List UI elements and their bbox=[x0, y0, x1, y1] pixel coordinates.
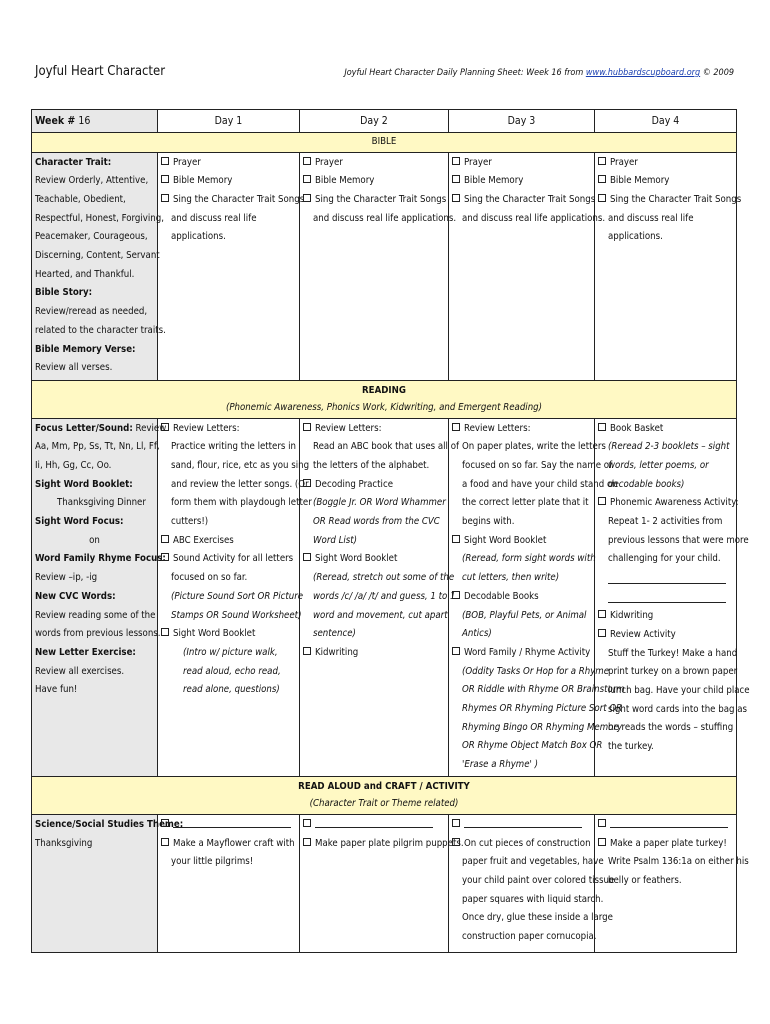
item-label: On cut pieces of construction bbox=[464, 837, 591, 849]
item-detail: read alone, questions) bbox=[183, 684, 280, 696]
checklist-item[interactable] bbox=[452, 191, 596, 210]
item-label: Sight Word Booklet bbox=[173, 628, 256, 640]
item-label: Sight Word Booklet bbox=[315, 553, 398, 565]
checkbox-icon[interactable] bbox=[598, 629, 606, 637]
checkbox-icon[interactable] bbox=[452, 819, 460, 827]
exercise-line: Have fun! bbox=[35, 684, 78, 696]
item-detail: Once dry, glue these inside a large bbox=[462, 912, 613, 924]
reading-section-row bbox=[32, 380, 737, 418]
cvc-line: Review reading some of the bbox=[35, 609, 156, 621]
reading-left-cell bbox=[32, 418, 167, 776]
bible-row bbox=[32, 152, 737, 380]
item-detail: the turkey. bbox=[608, 741, 654, 753]
item-detail: (BOB, Playful Pets, or Animal bbox=[462, 609, 587, 621]
item-label: Make a Mayflower craft with bbox=[173, 837, 295, 849]
item-label: Word Family / Rhyme Activity bbox=[464, 646, 591, 658]
sight-word-text: on bbox=[89, 534, 100, 546]
checkbox-icon[interactable] bbox=[452, 535, 460, 543]
reading-day-2 bbox=[300, 418, 460, 776]
exercise-label: New Letter Exercise: bbox=[35, 646, 136, 658]
checkbox-icon[interactable] bbox=[303, 647, 311, 655]
checkbox-icon[interactable] bbox=[161, 553, 169, 561]
checkbox-icon[interactable] bbox=[598, 610, 606, 618]
item-label: Prayer bbox=[173, 156, 201, 168]
item-label: Review Letters: bbox=[464, 422, 531, 434]
bible-day-2 bbox=[300, 152, 457, 380]
checklist-item[interactable] bbox=[161, 172, 296, 191]
checkbox-icon[interactable] bbox=[598, 423, 606, 431]
blank-item[interactable] bbox=[303, 816, 445, 835]
reading-row bbox=[32, 418, 737, 776]
theme-text: Thanksgiving bbox=[35, 837, 93, 849]
item-detail: Practice writing the letters in bbox=[171, 441, 297, 453]
item-label: Sing the Character Trait Songs bbox=[610, 193, 742, 205]
item-label: Phonemic Awareness Activity: bbox=[610, 497, 739, 509]
item-label: Review Letters: bbox=[315, 422, 382, 434]
item-detail: focused on so far. bbox=[171, 572, 248, 584]
item-label: Bible Memory bbox=[610, 175, 670, 187]
item-detail: applications. bbox=[608, 231, 663, 243]
item-detail: words, letter poems, or bbox=[608, 459, 709, 471]
page-title: Joyful Heart Character bbox=[35, 64, 166, 79]
item-detail: sight word cards into the bag as bbox=[608, 703, 747, 715]
booklet-label: Sight Word Booklet: bbox=[35, 478, 133, 490]
item-label: Sing the Character Trait Songs bbox=[315, 193, 447, 205]
exercise-line: Review all exercises. bbox=[35, 665, 125, 677]
blank-line[interactable] bbox=[464, 817, 582, 828]
readaloud-day-1 bbox=[158, 814, 300, 952]
checkbox-icon[interactable] bbox=[303, 479, 311, 487]
reading-section-title bbox=[32, 380, 737, 418]
item-label: Prayer bbox=[610, 156, 638, 168]
item-detail: Stamps OR Sound Worksheet) bbox=[171, 609, 302, 621]
item-detail: (Boggle Jr. OR Word Whammer bbox=[313, 497, 446, 509]
checkbox-icon[interactable] bbox=[598, 838, 606, 846]
focus-first: Review bbox=[135, 422, 167, 434]
checklist-item[interactable] bbox=[303, 550, 445, 569]
readaloud-day-2 bbox=[300, 814, 464, 952]
item-detail: lunch bag. Have your child place bbox=[608, 684, 750, 696]
trait-line: Peacemaker, Courageous, bbox=[35, 231, 148, 243]
item-detail: sand, flour, rice, etc as you sing bbox=[171, 459, 310, 471]
trait-line: Teachable, Obedient, bbox=[35, 193, 126, 205]
item-label: Sing the Character Trait Songs bbox=[464, 193, 596, 205]
item-detail: and discuss real life applications. bbox=[462, 212, 606, 224]
item-detail: construction paper cornucopia. bbox=[462, 931, 597, 943]
booklet-text: Thanksgiving Dinner bbox=[57, 497, 146, 509]
item-detail: OR Read words from the CVC bbox=[313, 516, 440, 528]
reading-day-1 bbox=[158, 418, 312, 776]
item-detail: your child paint over colored tissue bbox=[462, 874, 615, 886]
week-number: 16 bbox=[78, 115, 91, 127]
checklist-item[interactable] bbox=[452, 835, 591, 854]
item-detail: begins with. bbox=[462, 516, 515, 528]
reading-day-4 bbox=[595, 418, 750, 776]
focus-letters: Ii, Hh, Gg, Cc, Oo. bbox=[35, 459, 112, 471]
word-family-text: Review –ip, -ig bbox=[35, 572, 98, 584]
item-detail: previous lessons that were more bbox=[608, 534, 749, 546]
item-label: Make paper plate pilgrim puppets. bbox=[315, 837, 464, 849]
checkbox-icon[interactable] bbox=[598, 157, 606, 165]
readaloud-title: READ ALOUD and CRAFT / ACTIVITY bbox=[298, 780, 470, 792]
trait-line: Hearted, and Thankful. bbox=[35, 268, 135, 280]
blank-line[interactable] bbox=[610, 817, 728, 828]
trait-label: Character Trait: bbox=[35, 156, 112, 168]
trait-line: Review Orderly, Attentive, bbox=[35, 175, 149, 187]
blank-item[interactable] bbox=[598, 816, 733, 835]
item-detail: (Reread, stretch out some of the bbox=[313, 572, 455, 584]
checkbox-icon[interactable] bbox=[598, 497, 606, 505]
item-label: ABC Exercises bbox=[173, 534, 234, 546]
reading-subtitle: (Phonemic Awareness, Phonics Work, Kidwriting, and Emergent Reading) bbox=[225, 402, 543, 413]
item-label: Review Activity bbox=[610, 628, 676, 640]
planning-table bbox=[31, 109, 750, 953]
readaloud-day-4 bbox=[595, 814, 749, 952]
checklist-item[interactable] bbox=[598, 835, 733, 854]
checkbox-icon[interactable] bbox=[161, 194, 169, 202]
item-detail: paper squares with liquid starch. bbox=[462, 893, 604, 905]
checkbox-icon[interactable] bbox=[161, 157, 169, 165]
checkbox-icon[interactable] bbox=[161, 838, 169, 846]
readaloud-row bbox=[32, 814, 737, 952]
item-label: Sing the Character Trait Songs bbox=[173, 193, 305, 205]
item-label: Decoding Practice bbox=[315, 478, 394, 490]
item-detail: Rhymes OR Rhyming Picture Sort OR bbox=[462, 703, 623, 715]
focus-line bbox=[35, 420, 167, 439]
item-detail: focused on so far. Say the name of bbox=[462, 459, 613, 471]
item-detail: your little pilgrims! bbox=[171, 856, 254, 868]
checklist-item[interactable] bbox=[303, 420, 445, 439]
checkbox-icon[interactable] bbox=[161, 423, 169, 431]
item-detail: OR Riddle with Rhyme OR Brainstorm bbox=[462, 684, 625, 696]
bible-section-title: BIBLE bbox=[32, 133, 737, 153]
trait-line: Respectful, Honest, Forgiving, bbox=[35, 212, 164, 224]
checkbox-icon[interactable] bbox=[452, 838, 460, 846]
checklist-item[interactable] bbox=[598, 494, 739, 513]
checklist-item[interactable] bbox=[452, 154, 591, 173]
item-label: Sound Activity for all letters bbox=[173, 553, 294, 565]
checklist-item[interactable] bbox=[452, 420, 591, 439]
checkbox-icon[interactable] bbox=[161, 535, 169, 543]
table-header-row bbox=[32, 110, 737, 133]
item-detail: On paper plates, write the letters bbox=[462, 441, 606, 453]
checkbox-icon[interactable] bbox=[303, 553, 311, 561]
reading-title: READING bbox=[362, 384, 406, 396]
cvc-line: words from previous lessons. bbox=[35, 628, 161, 640]
checklist-item[interactable] bbox=[161, 835, 296, 854]
checklist-item[interactable] bbox=[598, 626, 733, 645]
reading-day-3 bbox=[449, 418, 625, 776]
item-detail: Word List) bbox=[313, 534, 358, 546]
item-detail: cutters!) bbox=[171, 516, 209, 528]
item-detail: 'Erase a Rhyme' ) bbox=[462, 759, 539, 771]
item-label: Kidwriting bbox=[610, 610, 654, 622]
item-label: Bible Memory bbox=[315, 175, 375, 187]
item-detail: sentence) bbox=[313, 628, 356, 640]
item-detail: the correct letter plate that it bbox=[462, 497, 589, 509]
item-label: Sight Word Booklet bbox=[464, 534, 547, 546]
checklist-item[interactable] bbox=[598, 607, 733, 626]
item-detail: OR Rhyme Object Match Box OR bbox=[462, 740, 603, 752]
checkbox-icon[interactable] bbox=[303, 194, 311, 202]
item-detail: (Picture Sound Sort OR Picture bbox=[171, 590, 304, 602]
readaloud-left-cell bbox=[32, 814, 184, 952]
story-line: Review/reread as needed, bbox=[35, 306, 148, 318]
item-detail: words /c/ /a/ /t/ and guess, 1 to 1 bbox=[313, 590, 456, 602]
story-line: related to the character traits. bbox=[35, 324, 166, 336]
item-detail: and review the letter songs. (Or bbox=[171, 478, 309, 490]
item-detail: paper fruit and vegetables, have bbox=[462, 856, 604, 868]
item-detail: a food and have your child stand on bbox=[462, 478, 618, 490]
checklist-item[interactable] bbox=[598, 172, 733, 191]
checklist-item[interactable] bbox=[303, 154, 445, 173]
checklist-item[interactable] bbox=[161, 625, 296, 644]
blank-line[interactable] bbox=[608, 569, 726, 584]
item-label: Bible Memory bbox=[173, 175, 233, 187]
item-label: Prayer bbox=[464, 156, 492, 168]
item-detail: challenging for your child. bbox=[608, 553, 721, 565]
checkbox-icon[interactable] bbox=[303, 819, 311, 827]
sight-word-label: Sight Word Focus: bbox=[35, 516, 124, 528]
checklist-item[interactable] bbox=[303, 476, 445, 495]
item-label: Book Basket bbox=[610, 422, 664, 434]
verse-label: Bible Memory Verse: bbox=[35, 343, 136, 355]
checklist-item[interactable] bbox=[303, 191, 445, 210]
checklist-item[interactable] bbox=[598, 191, 742, 210]
website-link[interactable]: www.hubbardscupboard.org bbox=[585, 68, 701, 78]
focus-label: Focus Letter/Sound: bbox=[35, 422, 133, 434]
item-detail: cut letters, then write) bbox=[462, 572, 560, 584]
story-label: Bible Story: bbox=[35, 287, 93, 299]
checkbox-icon[interactable] bbox=[452, 423, 460, 431]
item-label: Prayer bbox=[315, 156, 343, 168]
checkbox-icon[interactable] bbox=[303, 175, 311, 183]
checklist-item[interactable] bbox=[303, 172, 445, 191]
item-detail: and discuss real life applications. bbox=[313, 212, 457, 224]
bible-day-4 bbox=[595, 152, 742, 380]
bible-day-1 bbox=[158, 152, 305, 380]
checklist-item[interactable] bbox=[161, 420, 296, 439]
trait-line: Discerning, Content, Servant bbox=[35, 250, 160, 262]
blank-item[interactable] bbox=[452, 816, 591, 835]
blank-line[interactable] bbox=[315, 817, 433, 828]
item-detail: read aloud, echo read, bbox=[183, 665, 281, 677]
checkbox-icon[interactable] bbox=[303, 423, 311, 431]
bible-day-3 bbox=[449, 152, 606, 380]
verse-text: Review all verses. bbox=[35, 362, 113, 374]
item-detail: (Oddity Tasks Or Hop for a Rhyme bbox=[462, 665, 610, 677]
item-label: Kidwriting bbox=[315, 646, 359, 658]
checkbox-icon[interactable] bbox=[452, 647, 460, 655]
checkbox-icon[interactable] bbox=[452, 194, 460, 202]
checklist-item[interactable] bbox=[161, 154, 296, 173]
item-label: Review Letters: bbox=[173, 422, 240, 434]
blank-line[interactable] bbox=[608, 588, 726, 603]
readaloud-section-title bbox=[32, 776, 737, 814]
checklist-item[interactable] bbox=[303, 644, 445, 663]
readaloud-section-row bbox=[32, 776, 737, 814]
checkbox-icon[interactable] bbox=[303, 838, 311, 846]
checklist-item[interactable] bbox=[452, 644, 591, 663]
checklist-item[interactable] bbox=[452, 532, 591, 551]
item-detail: form them with playdough letter bbox=[171, 497, 312, 509]
item-detail: Write Psalm 136:1a on either his bbox=[608, 856, 749, 868]
blank-item[interactable] bbox=[161, 816, 296, 835]
item-detail: applications. bbox=[171, 231, 226, 243]
checklist-item[interactable] bbox=[598, 420, 733, 439]
item-detail: belly or feathers. bbox=[608, 874, 682, 886]
checklist-item[interactable] bbox=[161, 532, 296, 551]
checkbox-icon[interactable] bbox=[452, 157, 460, 165]
week-label: Week # bbox=[35, 115, 76, 127]
checklist-item[interactable] bbox=[161, 191, 305, 210]
checkbox-icon[interactable] bbox=[452, 591, 460, 599]
week-cell bbox=[32, 110, 158, 133]
checkbox-icon[interactable] bbox=[161, 819, 169, 827]
checkbox-icon[interactable] bbox=[598, 194, 606, 202]
item-label: Decodable Books bbox=[464, 590, 539, 602]
checklist-item[interactable] bbox=[452, 588, 591, 607]
day-3-header: Day 3 bbox=[449, 110, 595, 133]
checkbox-icon[interactable] bbox=[161, 628, 169, 636]
item-detail: Stuff the Turkey! Make a hand bbox=[608, 647, 738, 659]
item-detail: and discuss real life bbox=[171, 212, 257, 224]
item-detail: word and movement, cut apart bbox=[313, 609, 448, 621]
checklist-item[interactable] bbox=[452, 172, 591, 191]
item-detail: Antics) bbox=[462, 628, 492, 640]
bible-left-cell bbox=[32, 152, 166, 380]
cvc-label: New CVC Words: bbox=[35, 590, 116, 602]
item-detail: decodable books) bbox=[608, 478, 685, 490]
copyright-text: © 2009 bbox=[702, 68, 734, 78]
checklist-item[interactable] bbox=[303, 835, 464, 854]
day-2-header: Day 2 bbox=[300, 110, 449, 133]
readaloud-day-3 bbox=[449, 814, 615, 952]
item-label: Bible Memory bbox=[464, 175, 524, 187]
day-4-header: Day 4 bbox=[595, 110, 737, 133]
checkbox-icon[interactable] bbox=[598, 175, 606, 183]
checklist-item[interactable] bbox=[598, 154, 733, 173]
page-subtitle bbox=[344, 68, 734, 78]
focus-letters: Aa, Mm, Pp, Ss, Tt, Nn, Ll, Ff, bbox=[35, 441, 160, 453]
item-detail: and discuss real life bbox=[608, 212, 694, 224]
subtitle-text: Joyful Heart Character Daily Planning Sheet: Week 16 from bbox=[344, 68, 584, 78]
item-detail: he reads the words – stuffing bbox=[608, 722, 734, 734]
checklist-item[interactable] bbox=[161, 550, 296, 569]
checkbox-icon[interactable] bbox=[303, 157, 311, 165]
checkbox-icon[interactable] bbox=[452, 175, 460, 183]
checkbox-icon[interactable] bbox=[161, 175, 169, 183]
item-detail: (Intro w/ picture walk, bbox=[183, 646, 278, 658]
day-1-header: Day 1 bbox=[158, 110, 300, 133]
item-detail: (Reread, form sight words with bbox=[462, 553, 596, 565]
item-detail: Rhyming Bingo OR Rhyming Memory bbox=[462, 721, 623, 733]
readaloud-subtitle: (Character Trait or Theme related) bbox=[309, 798, 459, 810]
theme-label: Science/Social Studies Theme: bbox=[35, 818, 184, 830]
item-detail: (Reread 2-3 booklets – sight bbox=[608, 441, 730, 453]
checkbox-icon[interactable] bbox=[598, 819, 606, 827]
item-detail: Read an ABC book that uses all of bbox=[313, 441, 460, 453]
item-detail: print turkey on a brown paper bbox=[608, 666, 738, 678]
bible-section-row bbox=[32, 133, 737, 153]
item-detail: the letters of the alphabet. bbox=[313, 459, 430, 471]
item-detail: Repeat 1- 2 activities from bbox=[608, 516, 723, 528]
word-family-label: Word Family Rhyme Focus: bbox=[35, 553, 166, 565]
blank-line[interactable] bbox=[173, 817, 291, 828]
item-label: Make a paper plate turkey! bbox=[610, 837, 727, 849]
